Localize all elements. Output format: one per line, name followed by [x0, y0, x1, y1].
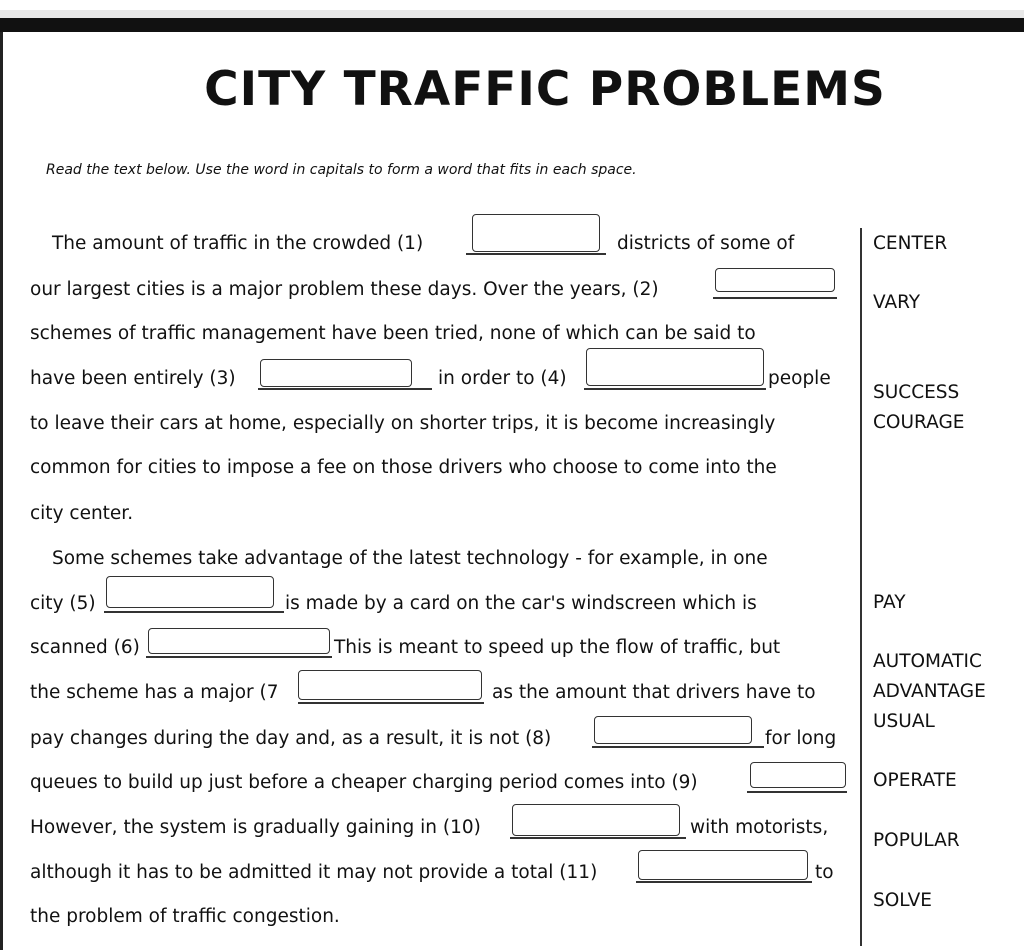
- gap-underline: [584, 388, 766, 390]
- text-line-11a: the scheme has a major (7: [30, 682, 279, 703]
- text-line-4c: people: [768, 368, 831, 389]
- capital-word-11: SOLVE: [873, 890, 932, 911]
- text-line-4a: have been entirely (3): [30, 368, 236, 389]
- text-line-16: the problem of traffic congestion.: [30, 906, 340, 927]
- text-line-12b: for long: [765, 728, 837, 749]
- answer-box-8[interactable]: [594, 716, 752, 744]
- answer-box-3[interactable]: [260, 359, 412, 387]
- gap-underline: [466, 253, 606, 255]
- answer-box-1[interactable]: [472, 214, 600, 252]
- text-line-14a: However, the system is gradually gaining in (10): [30, 817, 481, 838]
- gap-underline: [146, 656, 332, 658]
- gap-underline: [104, 611, 284, 613]
- text-line-1b: districts of some of: [617, 233, 795, 254]
- gap-underline: [592, 746, 764, 748]
- capital-word-6: AUTOMATIC: [873, 651, 982, 672]
- gap-underline: [636, 881, 812, 883]
- text-line-15a: although it has to be admitted it may not provide a total (11): [30, 862, 598, 883]
- top-border: [0, 18, 1024, 32]
- text-line-8: Some schemes take advantage of the latest technology - for example, in one: [52, 548, 768, 569]
- text-line-6: common for cities to impose a fee on those drivers who choose to come into the: [30, 457, 777, 478]
- capital-word-3: SUCCESS: [873, 382, 960, 403]
- text-line-10a: scanned (6): [30, 637, 140, 658]
- answer-box-9[interactable]: [750, 762, 846, 788]
- capital-word-10: POPULAR: [873, 830, 960, 851]
- text-line-13: queues to build up just before a cheaper charging period comes into (9): [30, 772, 698, 793]
- page-title: CITY TRAFFIC PROBLEMS: [204, 62, 886, 117]
- left-border: [0, 32, 3, 950]
- gap-underline: [298, 702, 484, 704]
- text-line-7: city center.: [30, 503, 134, 524]
- text-line-9b: is made by a card on the car's windscreen which is: [285, 593, 757, 614]
- answer-box-6[interactable]: [148, 628, 330, 654]
- text-line-4b: in order to (4): [438, 368, 567, 389]
- capital-word-2: VARY: [873, 292, 921, 313]
- gap-underline: [258, 388, 432, 390]
- text-line-10b: This is meant to speed up the flow of traffic, but: [334, 637, 781, 658]
- capital-word-1: CENTER: [873, 233, 948, 254]
- capital-word-4: COURAGE: [873, 412, 965, 433]
- text-line-11b: as the amount that drivers have to: [492, 682, 816, 703]
- capital-word-7: ADVANTAGE: [873, 681, 986, 702]
- gap-underline: [713, 297, 837, 299]
- column-divider: [860, 228, 862, 946]
- capital-word-9: OPERATE: [873, 770, 957, 791]
- answer-box-4[interactable]: [586, 348, 764, 386]
- text-line-9a: city (5): [30, 593, 96, 614]
- gap-underline: [510, 837, 686, 839]
- instructions: Read the text below. Use the word in capitals to form a word that fits in each space.: [46, 162, 637, 178]
- capital-word-5: PAY: [873, 592, 906, 613]
- text-line-3: schemes of traffic management have been tried, none of which can be said to: [30, 323, 756, 344]
- text-line-1a: The amount of traffic in the crowded (1): [52, 233, 424, 254]
- text-line-2: our largest cities is a major problem these days. Over the years, (2): [30, 279, 659, 300]
- answer-box-5[interactable]: [106, 576, 274, 608]
- capital-word-8: USUAL: [873, 711, 935, 732]
- answer-box-7[interactable]: [298, 670, 482, 700]
- gap-underline: [747, 791, 847, 793]
- text-line-12a: pay changes during the day and, as a result, it is not (8): [30, 728, 552, 749]
- answer-box-2[interactable]: [715, 268, 835, 292]
- text-line-5: to leave their cars at home, especially on shorter trips, it is become increasingly: [30, 413, 776, 434]
- text-line-15b: to: [815, 862, 834, 883]
- top-shadow: [0, 10, 1024, 18]
- answer-box-11[interactable]: [638, 850, 808, 880]
- text-line-14b: with motorists,: [690, 817, 829, 838]
- answer-box-10[interactable]: [512, 804, 680, 836]
